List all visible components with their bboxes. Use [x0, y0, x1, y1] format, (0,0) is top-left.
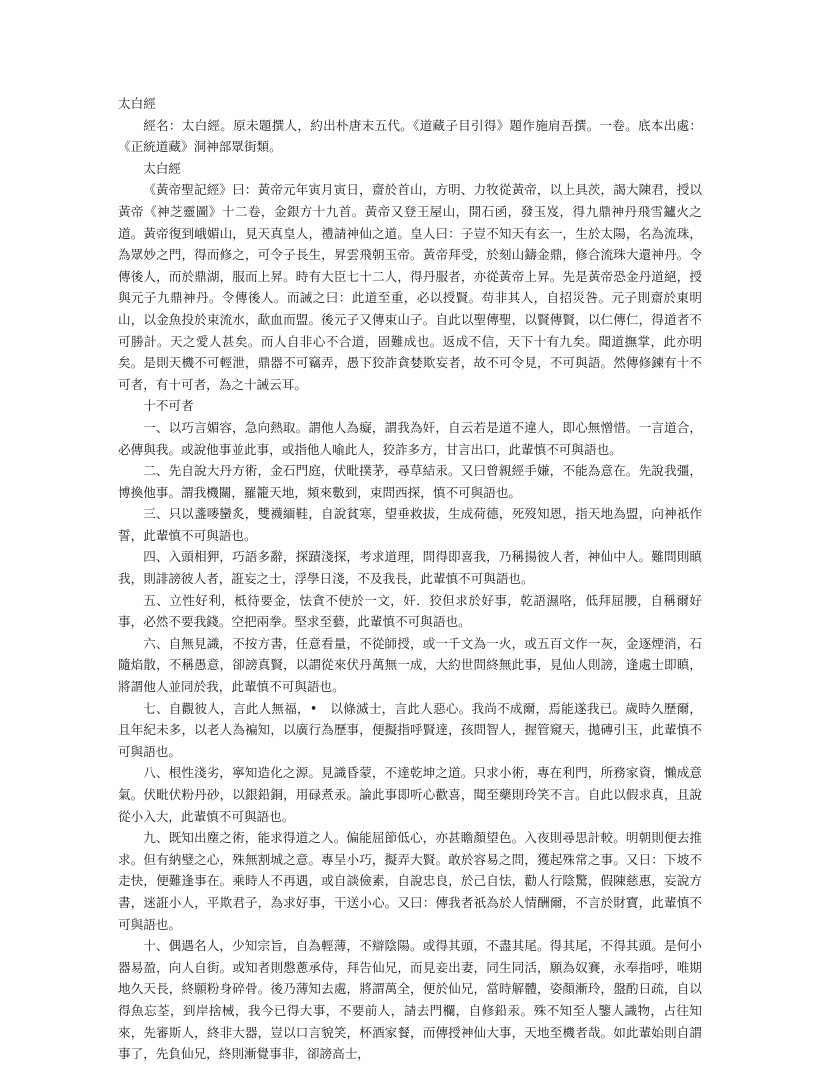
section-heading-ten-not: 十不可者 — [143, 398, 194, 414]
list-item-10: 十、偶遇名人，少知宗旨，自為輕薄，不辯陰陽。或得其頭，不盡其尾。得其尾，不得其頭。是何小器易盈，向人自街。或知者則慇蔥承侍，拜告仙兄，而見妾出妻，同生同活，願為奴賽，永奉指呼，唯期地久天長，終願粉身碎骨。後乃薄知去處，將謂萬全，便於仙兄，當時解體，姿顏漸玲，盤酌日疏，自以得魚忘荃，到岸捨械，我今已得大事，不要前人，請去門欄，自修鉛汞。殊不知至人鑒人識物，占往知來，先審斯人，終非大器，豈以口言貌笑，杯酒家餐，而傳授神仙大事，天地至機者哉。如此輩始則自謂事了，先負仙兄，終則漸覺事非，卻謗高士， — [118, 938, 702, 1062]
document-text-body — [118, 93, 702, 1065]
list-item-3: 三、只以盞嘜蠻炙，雙襪緬鞋，自說貧寒，望垂救拔，生成荷德，死歿知恩，指天地為盟，向神祇作誓，此輩慎不可與語也。 — [118, 506, 702, 543]
colophon-paragraph: 經名：太白經。原未題撰人，約出朴唐末五代。《道藏子目引得》題作施肩吾撰。一卷。底本出處：《正統道藏》洞神部眾街類。 — [118, 117, 702, 155]
scripture-subtitle: 太白經 — [143, 160, 181, 176]
list-item-6: 六、自無見識，不按方書，任意看量，不從師授，或一千文為一火，或五百文作一灰，金逐煙消，石隨焰散，不稱愚意，卻謗真賢，以謂從來伏丹萬無一成，大約世問終無此事，見仙人則謗，逢處士即瞋，將謂他人並同於我，此輩慎不可與語也。 — [118, 635, 702, 695]
list-item-9: 九、既知出塵之術，能求得道之人。偏能屈節低心，亦甚瞻顏望色。入夜則尋思計較。明朝則便去推求。但有納璧之心，殊無割城之意。專呈小巧，擬弄大賢。敢於容易之問，獲起殊常之事。又日：下坡不走快，便難逢事在。乘時人不再遇，或自談儉素，自說忠良，於己自怯，勸人行陰驚，假陳慈惠，妄說方書，迷誑小人，平欺君子，為求好事，干送小心。又曰：傳我者祇為於人情酬爾，不言於財寶，此輩慎不可與語也。 — [118, 830, 702, 932]
preface-paragraph: 《黃帝聖記經》曰：黃帝元年寅月寅日，齋於首山，方明、力牧從黃帝，以上具茨，謁大陳君，授以黃帝《神芝靈圖》十二卷，金銀方十九首。黃帝又登王屋山，開石函，發玉岌，得九鼎神丹飛雪鑪火之道。黃帝復到峨媚山，見天真皇人，禮請神仙之道。皇人曰：子豈不知天有玄一，生於太陽，名為流珠，為眾妙之門，得而修之，可令子長生，昇雲飛朝玉帝。黃帝拜受，於刻山鑄金鼎，修合流珠大還神丹。令傳後人，而於鼎湖，服而上昇。時有大臣七十二人，得丹服者，亦從黃帝上昇。先是黃帝恐金丹道絕，授與元子九鼎神丹。令傳後人。而誡之曰：此道至重，必以授賢。苟非其人，自招災咎。元子則齋於東明山，以金魚投於束流水，歃血而盟。後元子又傳束山子。自此以聖傳聖，以賢傳賢，以仁傳仁，得道者不可勝計。天之愛人甚矣。而人自非心不合道，固難成也。返成不信，天下十有九矣。聞道撫掌，此亦明矣。是則天機不可輕泄，鼎器不可竊弄，愚下狡詐貪婪欺妄者，故不可令見，不可與語。然傳修鍊有十不可者，有十可者，為之十誡云耳。 — [118, 182, 702, 392]
list-item-7: 七、自觀彼人，言此人無福，• 以條滅士，言此人惡心。我尚不成爾，焉能遂我已。歲時久歷爾，且年紀未多，以老人為褊知，以廣行為歷事，便擬指呼賢達，孩問智人，握管窺天，拋磚引玉，此輩慎不可與語也。 — [118, 700, 702, 759]
list-item-1: 一、以巧言媚容，急向熱取。謂他人為癡，謂我為奸，自云若是道不違人，即心無憎惜。一言道合，必傳與我。或說他事並此事，或指他人喻此人，狡詐多方，甘言出口，此輩慎不可與語也。 — [118, 419, 702, 457]
document-title: 太白經 — [118, 96, 156, 111]
list-item-2: 二、先自說大丹方術，金石門庭，伏毗撲茅，尋草結汞。又曰曾親經手嫌，不能為意在。先說我彊，博換他事。謂我機關，羅籠天地，頻來數到，束問西探，慎不可與語也。 — [118, 463, 702, 500]
list-item-5: 五、立性好利，柢待要金，怯貪不使於一文，奸．狡但求於好事，乾語濕咯，低拜屈腰，自稱爾好事，必然不要我錢。空把兩拳。堅求至藝，此輩慎不可與語也。 — [118, 592, 702, 630]
list-item-8: 八、根性淺劣，寧知造化之源。見識昏蒙，不達乾坤之道。只求小術，專在利門，所務家資，懶成意氣。伏毗伏粉丹砂，以銀鉛銅，用碌煮汞。論此事即听心歡喜，聞至藥則玲笑不言。自此以假求真，且說從小入大，此輩慎不可與語也。 — [118, 765, 702, 824]
list-item-4: 四、入頭相狎，巧語多辭，探蹟淺探，考求道理，問得即喜我，乃稱揚彼人者，神仙中人。難問則瞋我，則誹謗彼人者，誑妄之士，浮學日淺，不及我長，此輩慎不可與語也。 — [118, 549, 702, 587]
